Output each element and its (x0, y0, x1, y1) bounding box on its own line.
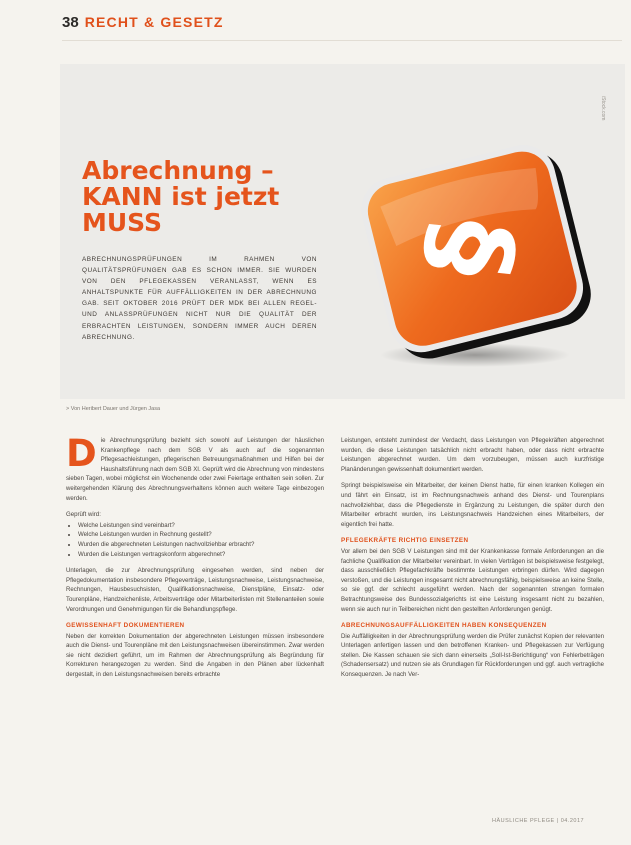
subheading: ABRECHNUNGSAUFFÄLLIGKEITEN HABEN KONSEQUENZEN (341, 622, 547, 630)
body-column-left (66, 432, 324, 687)
list-item: • Welche Leistungen wurden in Rechnung gestellt? (78, 530, 324, 540)
byline: > Von Heribert Dauer und Jürgen Jasa (66, 406, 161, 412)
subheading: PFLEGEKRÄFTE RICHTIG EINSETZEN (341, 537, 469, 545)
title-line-2: KANN ist jetzt (82, 182, 280, 211)
page-number: 38 (62, 14, 79, 31)
body-paragraph: Vor allem bei den SGB V Leistungen sind mit der Krankenkasse formale Anforderungen an die fachliche Qualifikation der Mitarbeiter vereinbart. In vielen Verträgen ist beispielsweise festgelegt, dass ausschließlich Pflegefachkräfte bestimmte Leistungen erbringen dürfen. Wird dagegen verstoßen, und die Leistungen insgesamt nicht abrechnungsfähig, beispielsweise an keine Stelle, so sie ggf. der schlecht ausgeführt werden. Nach der sogenannten strengen formalen Betrachtungsweise des Bundessozialgerichts ist eine Leistung insgesamt nicht zu bezahlen, wenn sie auch nur in Teilbereichen nicht den gestellten Anforderungen genügt. (341, 547, 604, 613)
photo-credit: iStock.com (600, 96, 606, 121)
title-line-3: MUSS (82, 208, 163, 237)
article-lead: ABRECHNUNGSPRÜFUNGEN IM RAHMEN VON QUALITÄTSPRÜFUNGEN GAB ES SCHON IMMER. SIE WURDEN VON DEN PFLEGEKASSEN VERANLASST, WENN ES ANHALTSPUNKTE FÜR AUFFÄLLIGKEITEN IN DER ABRECHNUNG GAB. SEIT OKTOBER 2016 PRÜFT DER MDK BEI ALLEN REGEL- UND ANLASSPRÜFUNGEN NICHT NUR DIE QUALITÄT DER ERBRACHTEN LEISTUNGEN, SONDERN IMMER AUCH DEREN ABRECHNUNG. (82, 256, 317, 341)
checklist (66, 521, 324, 559)
header-divider (62, 40, 622, 41)
body-paragraph: Neben der korrekten Dokumentation der abgerechneten Leistungen müssen insbesondere auch die Dienst- und Tourenpläne mit den Leistungsnachweisen übereinstimmen. Zwar werden sie nicht dezidiert geführt, um im Rahmen der Abrechnungsprüfung als Begründung für Korrekturen herangezogen zu werden. Sind die Angaben in den Plänen aber lückenhaft dergestalt, in den Leistungsnachweisen bereits erbrachte (66, 632, 324, 679)
list-item: • Wurden die Leistungen vertragskonform abgerechnet? (78, 550, 324, 560)
title-line-1: Abrechnung – (82, 156, 274, 185)
body-paragraph: Die Auffälligkeiten in der Abrechnungsprüfung werden die Prüfer zunächst Kopien der relevanten Unterlagen anfertigen lassen und den betroffenen Kranken- und Pflegekassen zur Verfügung stellen. Die Kassen schauen sie sich dann einerseits „Soll-Ist-Berichtigung“ von Fehlerbeträgen (Schadensersatz) und nutzen sie als Grundlagen für Rückforderungen und ggf. auch vertragliche Konsequenzen. Je nach Ver- (341, 632, 604, 679)
page-header (62, 14, 602, 32)
body-paragraph: Unterlagen, die zur Abrechnungsprüfung eingesehen werden, sind neben der Pflegedokumentation insbesondere Pflegeverträge, Leistungsnachweise, Leistungsnachweise, Rechnungen, Hausbesuchsisten, Qualifikationsnachweise, Dienstpläne, Einsatz- oder Tourenpläne, Handzeichenliste, Arbeitsverträge oder Mitarbeiterlisten mit Stellenanteilen sowie Verordnungen und Genehmigungen für die Behandlungspflege. (66, 567, 324, 613)
list-item: • Wurden die abgerechneten Leistungen nachvollziehbar erbracht? (78, 540, 324, 550)
page-footer: HÄUSLICHE PFLEGE | 04.2017 (492, 818, 585, 824)
subheading: GEWISSENHAFT DOKUMENTIEREN (66, 622, 185, 630)
list-item: • Welche Leistungen sind vereinbart? (78, 521, 324, 531)
body-paragraph: Leistungen, entsteht zumindest der Verdacht, dass Leistungen von Pflegekräften abgerechnet wurden, die diese Leistungen tatsächlich nicht erbracht haben, oder dass nicht erbrachte Leistungen abgerechnet wurden. Um dem vorzubeugen, müssen auch kurzfristige Planänderungen gewissenhaft dokumentiert werden. (341, 437, 604, 473)
drop-cap: D (66, 432, 97, 475)
paragraph-symbol-icon (355, 140, 605, 380)
intro-paragraph: Die Abrechnungsprüfung bezieht sich sowohl auf Leistungen der häuslichen Krankenpflege nach dem SGB V als auch auf die sogenannten Pflegesachleistungen, pflegerischen Betreuungsmaßnahmen und Hilfen bei der Haushaltsführung nach dem SGB XI. Geprüft wird die Abrechnung von mindestens sieben Tagen, wobei möglichst ein Wochenende oder zwei Feiertage enthalten sein sollen. Zur weitergehenden Klärung des Abrechnungsverhaltens können auch weitere Tage einbezogen werden. (66, 432, 324, 502)
article-title (82, 158, 322, 236)
svg-text:§: § (400, 214, 534, 283)
body-column-right (341, 436, 604, 687)
section-title: RECHT & GESETZ (84, 14, 224, 30)
body-paragraph: Geprüft wird: (66, 511, 101, 519)
body-paragraph: Springt beispielsweise ein Mitarbeiter, der keinen Dienst hatte, für einen kranken Kollegen ein und fährt ein Einsatz, ist im Rechnungsnachweis anhand des Dienst- und Tourenplans nachvollziehbar, dass die Pflegedienste in Ergänzung zu Leistungen, die später durch den Mitarbeiter erbracht wurden, ins Leistungsnachweis Handzeichen eines Mitarbeiters, der eigentlich frei hatte. (341, 482, 604, 528)
